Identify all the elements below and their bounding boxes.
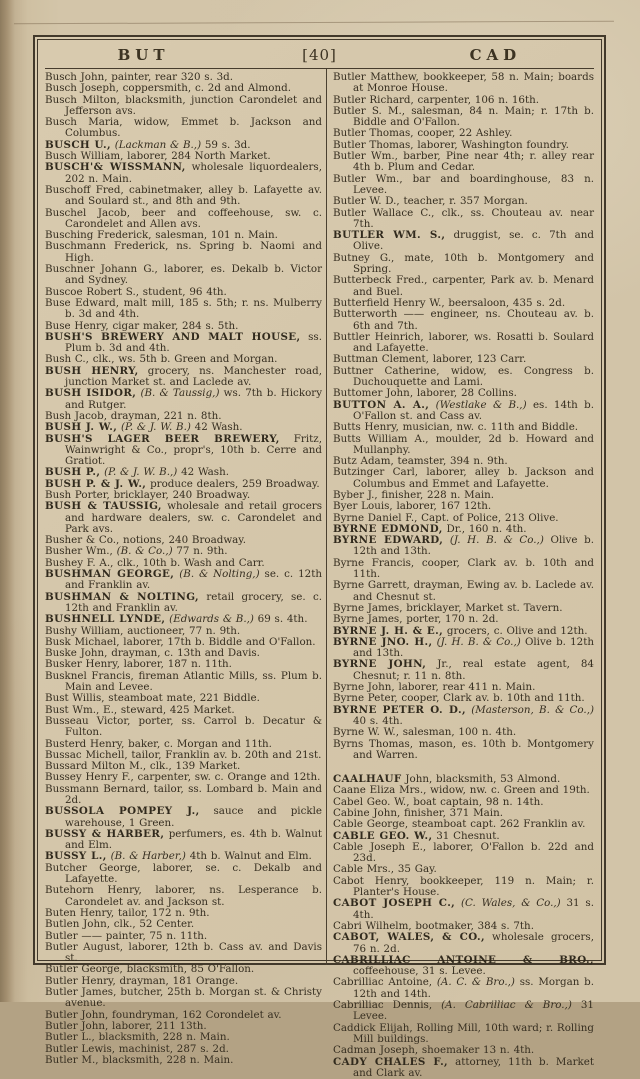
directory-entry: Butler Matthew, bookkeeper, 58 n. Main; boards at Monroe House. [333, 71, 594, 95]
directory-entry: Byrne W. W., salesman, 100 n. 4th. [333, 726, 517, 739]
directory-entry: BYRNE JOHN, Jr., real estate agent, 84 Chesnut; r. 11 n. 8th. [333, 658, 594, 682]
directory-entry: CADY CHALES F., attorney, 11th b. Market and Clark av. [333, 1055, 594, 1079]
directory-entry: BUSSOLA POMPEY J., sauce and pickle warehouse, 1 Green. [45, 805, 322, 829]
directory-entry: Butler August, laborer, 12th b. Cass av. and Davis st. [45, 940, 322, 965]
directory-entry: BYRNE EDWARD, (J. H. B. & Co.,) Olive b. 12th and 13th. [333, 534, 594, 558]
directory-entry: Bussard Milton M., clk., 139 Market. [45, 760, 241, 773]
directory-entry: CABRILLIAC ANTOINE & BRO., coffeehouse, 31 s. Levee. [333, 953, 594, 978]
directory-entry: Cable Mrs., 35 Gay. [333, 863, 437, 876]
directory-entry: Bush C., clk., ws. 5th b. Green and Morgan. [45, 353, 278, 366]
directory-entry: Bussmann Bernard, tailor, ss. Lombard b. Main and 2d. [45, 782, 322, 806]
directory-entry: Buschner Johann G., laborer, es. Dekalb b. Victor and Sydney. [45, 263, 322, 287]
page-border-frame [33, 35, 606, 1079]
directory-entry: CAALHAUF John, blacksmith, 53 Almond. [333, 773, 561, 786]
directory-entry: BYRNE EDMOND, Dr., 160 n. 4th. [333, 522, 527, 535]
directory-entry: Busk Michael, laborer, 17th b. Biddle and O'Fallon. [45, 635, 316, 648]
directory-entry: Buse Henry, cigar maker, 284 s. 5th. [45, 319, 239, 332]
directory-entry: Busterd Henry, baker, c. Morgan and 11th. [45, 737, 272, 750]
directory-entry: Bushey F. A., clk., 10th b. Wash and Carr. [45, 556, 265, 569]
directory-entry: Butney G., mate, 10th b. Montgomery and Spring. [333, 251, 594, 276]
directory-entry: Busher & Co., notions, 240 Broadway. [45, 534, 247, 547]
directory-entry: Butler Wm., barber, Pine near 4th; r. alley rear 4th b. Plum and Cedar. [333, 150, 594, 174]
directory-entry: Buttler Heinrich, laborer, ws. Rosatti b. Soulard and Lafayette. [333, 330, 594, 355]
directory-entry: Butler W. D., teacher, r. 357 Morgan. [333, 195, 528, 208]
directory-entry: BUSH ISIDOR, (B. & Taussig,) ws. 7th b. Hickory and Rutger. [45, 387, 323, 411]
directory-entry: Cabri Wilhelm, bootmaker, 384 s. 7th. [333, 919, 534, 932]
directory-entry: Byrns Thomas, mason, es. 10th b. Montgomery and Warren. [333, 737, 594, 761]
directory-entry: Butterfield Henry W., beersaloon, 435 s. 2d. [333, 296, 566, 309]
directory-entry: BYRNE J. H. & E., grocers, c. Olive and 12th. [333, 624, 588, 637]
directory-entry: Butler Richard, carpenter, 106 n. 16th. [333, 93, 540, 106]
directory-entry: Bush Porter, bricklayer, 240 Broadway. [45, 488, 251, 501]
directory-entry: Butehorn Henry, laborer, ns. Lesperance b. Carondelet av. and Jackson st. [45, 884, 322, 908]
directory-entry: Byrne John, laborer, rear 411 n. Main. [333, 681, 536, 694]
directory-entry: Butler Thomas, cooper, 22 Ashley. [333, 127, 513, 140]
directory-entry: Byrne James, porter, 170 n. 2d. [333, 613, 499, 626]
directory-entry: BUSH'S LAGER BEER BREWERY, Fritz, Wainwright & Co., propr's, 10th b. Cerre and Gratiot. [45, 432, 322, 468]
directory-entry: BUSHNELL LYNDE, (Edwards & B.,) 69 s. 4th. [45, 613, 308, 626]
directory-entry: Cable George, steamboat capt. 262 Franklin av. [333, 818, 586, 831]
directory-entry: Busch William, laborer, 284 North Market. [45, 150, 271, 163]
directory-entry: BUSH'S BREWERY AND MALT HOUSE, ss. Plum b. 3d and 4th. [45, 330, 322, 355]
directory-entry: Butts William A., moulder, 2d b. Howard and Mullanphy. [333, 432, 594, 456]
directory-entry: BUSSY L., (B. & Harber,) 4th b. Walnut and Elm. [45, 850, 312, 863]
directory-entry: Bust Wm., E., steward, 425 Market. [45, 703, 235, 716]
directory-entry: Butler L., blacksmith, 228 n. Main. [45, 1031, 230, 1044]
directory-entry: Butterworth —— engineer, ns. Chouteau av. b. 6th and 7th. [333, 308, 594, 332]
directory-entry: BUSH P. & J. W., produce dealers, 259 Broadway. [45, 477, 320, 490]
directory-entry: Butler George, blacksmith, 85 O'Fallon. [45, 963, 255, 976]
directory-entry: Cabrilliac Antoine, (A. C. & Bro.,) ss. Morgan b. 12th and 14th. [333, 976, 594, 1000]
directory-entry: Busker Henry, laborer, 187 n. 11th. [45, 658, 232, 671]
directory-entry: Buttomer John, laborer, 28 Collins. [333, 387, 517, 400]
directory-entry: CABOT, WALES, & CO., wholesale grocers, 76 n. 2d. [333, 931, 594, 955]
directory-entry: BYRNE JNO. H., (J. H. B. & Co.,) Olive b. 12th and 13th. [333, 635, 595, 660]
directory-entry: BUSH P., (P. & J. W. B.,) 42 Wash. [45, 466, 229, 479]
directory-entry: Butler Henry, drayman, 181 Orange. [45, 974, 239, 987]
directory-entry: Butler —— painter, 75 n. 11th. [45, 929, 208, 942]
directory-entry: Butlen John, clk., 52 Center. [45, 918, 195, 931]
directory-entry: Busch Maria, widow, Emmet b. Jackson and Columbus. [45, 116, 322, 140]
directory-entry: Buttman Clement, laborer, 123 Carr. [333, 353, 527, 366]
directory-entry: Byrne Peter, cooper, Clark av. b. 10th and 11th. [333, 692, 585, 705]
directory-entry: Butler Wm., bar and boardinghouse, 83 n. Levee. [333, 172, 594, 196]
directory-entry: Busch John, painter, rear 320 s. 3d. [45, 71, 234, 83]
directory-entry: Butcher George, laborer, se. c. Dekalb and Lafayette. [45, 861, 322, 886]
directory-entry: Bussac Michell, tailor, Franklin av. b. 20th and 21st. [45, 748, 322, 761]
directory-entry: Buschoff Fred, cabinetmaker, alley b. Lafayette av. and Soulard st., and 8th and 9th. [45, 183, 322, 208]
directory-entry: Butler John, laborer, 211 13th. [45, 1019, 207, 1032]
directory-entry: BUSH HENRY, grocery, ns. Manchester road, junction Market st. and Laclede av. [45, 364, 322, 389]
directory-entry: Bussey Henry F., carpenter, sw. c. Orange and 12th. [45, 771, 321, 784]
directory-entry: CABOT JOSEPH C., (C. Wales, & Co.,) 31 s. 4th. [333, 897, 594, 921]
directory-entry: Cabel Geo. W., boat captain, 98 n. 14th. [333, 795, 544, 808]
right-column [327, 69, 595, 1079]
directory-entry: Butterbeck Fred., carpenter, Park av. b. Menard and Buel. [333, 274, 594, 298]
directory-entry: BUSH & TAUSSIG, wholesale and retail grocers and hardware dealers, sw. c. Carondelet and Park avs. [45, 500, 322, 535]
directory-entry: Butler M., blacksmith, 228 n. Main. [45, 1053, 234, 1066]
directory-entry: Busher Wm., (B. & Co.,) 77 n. 9th. [45, 545, 228, 558]
directory-entry: Busseau Victor, porter, ss. Carrol b. Decatur & Fulton. [45, 714, 322, 739]
directory-entry: Butler Lewis, machinist, 287 s. 2d. [45, 1042, 229, 1055]
directory-entry: Byer Louis, laborer, 167 12th. [333, 500, 492, 513]
directory-entry: Cabine John, finisher, 371 Main. [333, 807, 503, 819]
directory-entry: Buscoe Robert S., student, 96 4th. [45, 285, 227, 298]
directory-entry: Cadman Joseph, shoemaker 13 n. 4th. [333, 1044, 535, 1057]
directory-entry: Buschel Jacob, beer and coffeehouse, sw. c. Carondelet and Allen avs. [45, 206, 322, 230]
directory-entry: Butts Henry, musician, nw. c. 11th and Biddle. [333, 421, 579, 434]
directory-entry: Cabrilliac Dennis, (A. Cabrilliac & Bro.,) 31 Levee. [333, 999, 594, 1023]
directory-entry: Caane Eliza Mrs., widow, nw. c. Green and 19th. [333, 784, 590, 797]
directory-entry: Butler James, butcher, 25th b. Morgan st. & Christy avenue. [45, 986, 322, 1010]
directory-entry: Byrne James, bricklayer, Market st. Tavern. [333, 601, 563, 614]
directory-entry: Bushy William, auctioneer, 77 n. 9th. [45, 624, 241, 637]
directory-entry: Buttner Catherine, widow, es. Congress b. Duchouquette and Lami. [333, 364, 594, 389]
directory-entry: Bush Jacob, drayman, 221 n. 8th. [45, 409, 222, 422]
directory-entry: Cable Joseph E., laborer, O'Fallon b. 22d and 23d. [333, 840, 594, 865]
directory-entry: Cabot Henry, bookkeeper, 119 n. Main; r. Planter's House. [333, 874, 594, 899]
header-right-guide: CAD [469, 46, 522, 64]
directory-entry: Buschmann Frederick, ns. Spring b. Naomi and High. [45, 240, 322, 264]
header-left-guide: BUT [117, 46, 170, 64]
directory-entry: Butler John, foundryman, 162 Corondelet av. [45, 1008, 282, 1021]
directory-entry: BUSSY & HARBER, perfumers, es. 4th b. Walnut and Elm. [45, 827, 322, 852]
directory-entry: BUSCH'& WISSMANN, wholesale liquordealers, 202 n. Main. [45, 161, 322, 185]
page-number: [40] [302, 46, 337, 64]
directory-entry: Byrne Francis, cooper, Clark av. b. 10th and 11th. [333, 556, 594, 581]
directory-entry: Caddick Elijah, Rolling Mill, 10th ward; r. Rolling Mill buildings. [333, 1021, 594, 1045]
directory-entry: Busch Milton, blacksmith, junction Carondelet and Jefferson avs. [45, 93, 322, 117]
directory-entry: Butler Wallace C., clk., ss. Chouteau av. near 7th. [333, 206, 594, 230]
directory-entry: BYRNE PETER O. D., (Masterson, B. & Co.,) 40 s. 4th. [333, 703, 594, 727]
directory-entry: Buten Henry, tailor, 172 n. 9th. [45, 906, 210, 919]
directory-entry: Busch Joseph, coppersmith, c. 2d and Almond. [45, 82, 292, 95]
directory-entry: Byber J., finisher, 228 n. Main. [333, 488, 495, 501]
directory-entry: Butzinger Carl, laborer, alley b. Jackson and Columbus and Emmet and Lafayette. [333, 466, 594, 490]
directory-entry: BUSHMAN GEORGE, (B. & Nolting,) se. c. 12th and Franklin av. [45, 568, 322, 592]
directory-entry: BUTTON A. A., (Westlake & B.,) es. 14th b. O'Fallon st. and Cass av. [333, 398, 594, 422]
directory-entry: Byrne Daniel F., Capt. of Police, 213 Olive. [333, 511, 559, 524]
directory-entry: Butler S. M., salesman, 84 n. Main; r. 17th b. Biddle and O'Fallon. [333, 104, 594, 129]
directory-entry: Busching Frederick, salesman, 101 n. Main. [45, 229, 278, 242]
directory-entry: Busknel Francis, fireman Atlantic Mills, ss. Plum b. Main and Levee. [45, 669, 322, 694]
directory-columns [45, 69, 595, 1079]
directory-entry: Butler Thomas, laborer, Washington foundry. [333, 138, 569, 151]
directory-entry: BUSHMAN & NOLTING, retail grocery, se. c. 12th and Franklin av. [45, 590, 322, 614]
directory-entry: BUTLER WM. S., druggist, se. c. 7th and Olive. [333, 229, 594, 253]
directory-entry: BUSH J. W., (P. & J. W. B.) 42 Wash. [45, 421, 243, 434]
directory-entry: BUSCH U., (Lackman & B.,) 59 s. 3d. [45, 138, 251, 151]
running-head [45, 43, 594, 69]
directory-entry: Byrne Garrett, drayman, Ewing av. b. Laclede av. and Chesnut st. [333, 579, 594, 603]
directory-entry: Bust Willis, steamboat mate, 221 Biddle. [45, 692, 260, 705]
directory-entry: Butz Adam, teamster, 394 n. 9th. [333, 455, 508, 468]
directory-entry: Buske John, drayman, c. 13th and Davis. [45, 647, 260, 660]
directory-entry: Buse Edward, malt mill, 185 s. 5th; r. ns. Mulberry b. 3d and 4th. [45, 296, 322, 321]
left-column [45, 69, 326, 1066]
page-inner-frame [37, 39, 602, 1079]
directory-entry: CABLE GEO. W., 31 Chesnut. [333, 829, 500, 842]
